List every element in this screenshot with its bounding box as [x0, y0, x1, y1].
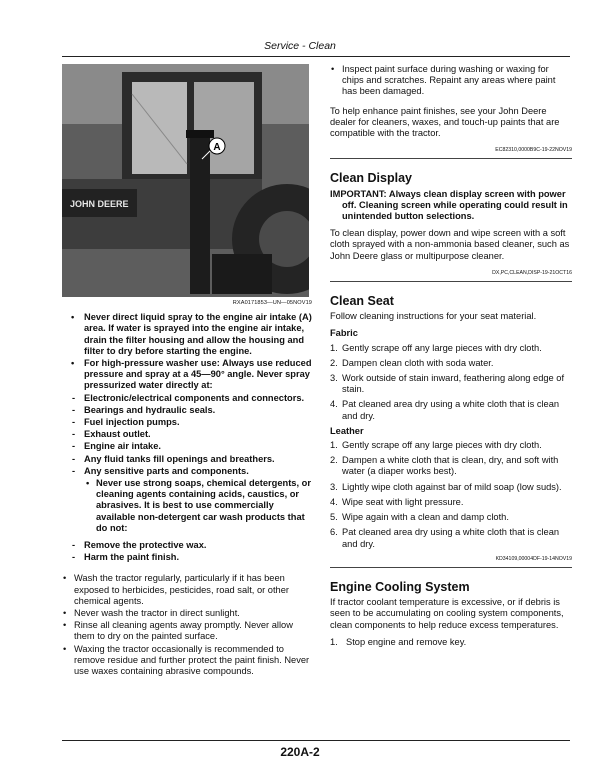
care-item: • Wash the tractor regularly, particularly if it has been exposed to herbicides, pesticides, road salt, or other chemical agents. — [62, 573, 312, 607]
cooling-steps — [330, 637, 572, 648]
warning-list — [62, 312, 312, 563]
display-paragraph: To clean display, power down and wipe screen with a soft cloth sprayed with a non-ammonia based cleaner, such as John Deere glass or multipurpose cleaner. — [330, 228, 570, 261]
section-code: DX,PC,CLEAN,DISP-19-21OCT16 — [330, 268, 572, 282]
step-item: 4. Pat cleaned area dry using a white cloth that is clean and dry. — [330, 399, 560, 421]
leather-label: Leather — [330, 425, 364, 436]
warning-item: - Harm the paint finish. — [62, 552, 312, 563]
cooling-heading: Engine Cooling System — [330, 579, 470, 594]
left-column — [62, 64, 312, 678]
warning-item: - Any fluid tanks fill openings and breathers. — [62, 454, 312, 465]
warning-item: • For high-pressure washer use: Always use reduced pressure and spray at a 45—90° angle. Never spray pressurized water directly at: — [62, 358, 312, 392]
step-item: 4. Wipe seat with light pressure. — [330, 496, 464, 507]
inspect-item: • Inspect paint surface during washing or waxing for chips and scratches. Repaint any areas where paint has been damaged. — [330, 64, 572, 98]
right-column — [330, 64, 572, 652]
warning-item: • Never direct liquid spray to the engine air intake (A) area. If water is sprayed into the engine air intake, drain the filter housing and allow the housing and filter to dry before starting the engine. — [62, 312, 312, 357]
section-code: EC82310,0000B9C-19-22NOV19 — [330, 145, 572, 159]
figure-id: RXA0171853—UN—05NOV19 — [232, 300, 312, 306]
step-item: 2. Dampen a white cloth that is clean, dry, and soft with water (a diaper works best). — [330, 455, 559, 477]
warning-item: - Electronic/electrical components and connectors. — [62, 393, 312, 404]
care-item: • Never wash the tractor in direct sunlight. — [62, 608, 312, 619]
tractor-illustration — [62, 64, 309, 297]
callout-a: A — [213, 142, 221, 153]
warning-item: - Engine air intake. — [62, 441, 312, 452]
warning-item: • Never use strong soaps, chemical detergents, or cleaning agents containing acids, caustics, or abrasives. It is best to use commercially available non-detergent car wash products that do not: — [62, 478, 312, 534]
tractor-photo — [62, 64, 309, 297]
step-item: 2. Dampen clean cloth with soda water. — [330, 357, 494, 368]
warning-item: - Bearings and hydraulic seals. — [62, 405, 312, 416]
warning-item: - Any sensitive parts and components. — [62, 466, 312, 477]
warning-item: - Remove the protective wax. — [62, 540, 312, 551]
step-item: 1. Gently scrape off any large pieces with dry cloth. — [330, 342, 542, 353]
care-list — [62, 573, 312, 677]
dealer-paragraph: To help enhance paint finishes, see your John Deere dealer for cleaners, waxes, and touch-up paints that are compatible with the tractor. — [330, 105, 560, 139]
page-number: 220A-2 — [280, 745, 320, 759]
footer-rule — [62, 740, 570, 741]
step-item: 6. Pat cleaned area dry using a white cloth that is clean and dry. — [330, 527, 560, 549]
important-notice: IMPORTANT: Always clean display screen with power off. Cleaning screen while operating could result in unintended button selections. — [330, 188, 568, 222]
warning-item: - Exhaust outlet. — [62, 429, 312, 440]
clean-seat-heading: Clean Seat — [330, 294, 394, 309]
brand-label: JOHN DEERE — [70, 199, 129, 209]
step-item: 5. Wipe again with a clean and damp cloth. — [330, 512, 509, 523]
fabric-label: Fabric — [330, 328, 358, 339]
step-item: 3. Lightly wipe cloth against bar of mild soap (low suds). — [330, 481, 562, 492]
step-item: 1. Stop engine and remove key. — [330, 636, 467, 647]
cooling-paragraph: If tractor coolant temperature is excessive, or if debris is seen to be accumulating on cooling system components, clean components to help reduce excess temperatures. — [330, 597, 564, 630]
care-item: • Rinse all cleaning agents away promptly. Never allow them to dry on the painted surface. — [62, 620, 312, 642]
warning-item: - Fuel injection pumps. — [62, 417, 312, 428]
seat-intro: Follow cleaning instructions for your seat material. — [330, 311, 537, 322]
clean-display-heading: Clean Display — [330, 171, 412, 186]
care-item: • Waxing the tractor occasionally is recommended to remove residue and further protect the paint finish. Never use waxes containing abrasive compounds. — [62, 644, 312, 678]
fabric-steps — [330, 343, 572, 422]
header-rule — [62, 56, 570, 57]
step-item: 1. Gently scrape off any large pieces with dry cloth. — [330, 440, 542, 451]
leather-steps — [330, 440, 572, 550]
section-code: KD34109,00004DF-19-14NOV19 — [330, 554, 572, 568]
inspect-list — [330, 64, 572, 98]
running-header: Service - Clean — [264, 40, 336, 52]
step-item: 3. Work outside of stain inward, feathering along edge of stain. — [330, 373, 565, 395]
